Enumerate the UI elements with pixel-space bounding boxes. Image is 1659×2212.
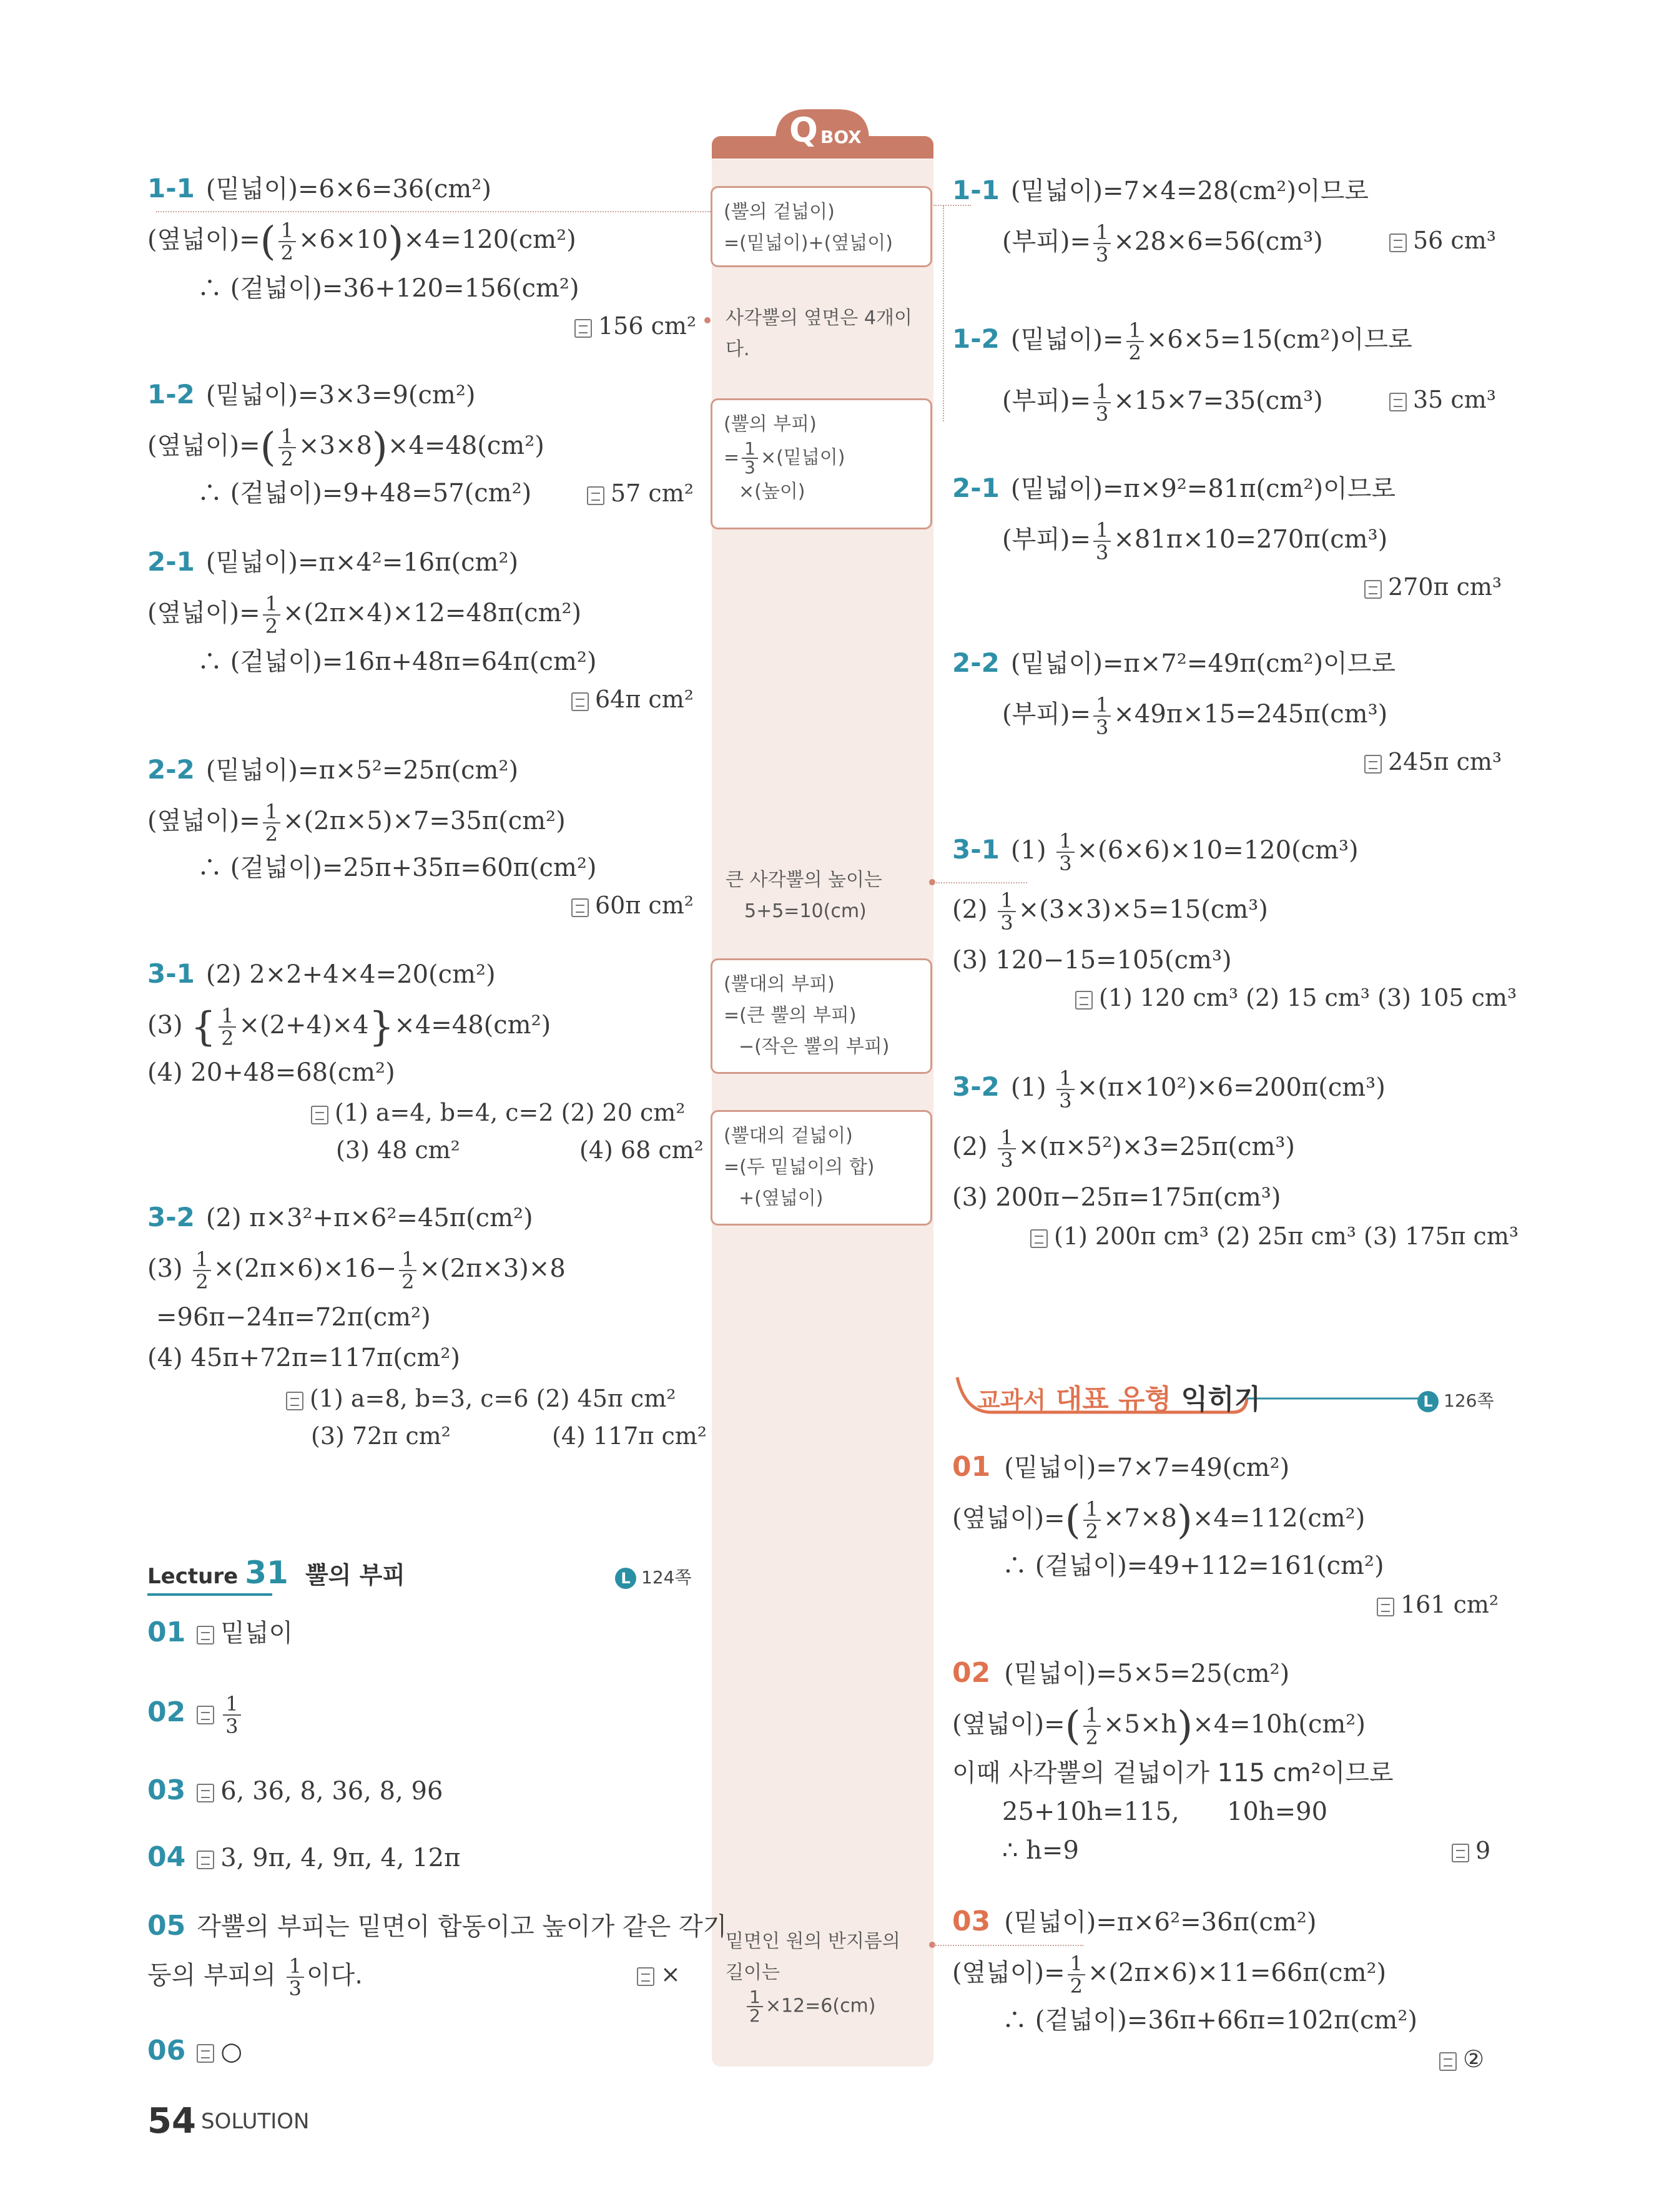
- qbox-note-radius: [726, 1926, 900, 2025]
- item-number: 05: [147, 1910, 186, 1942]
- solution-r2-2-line: [952, 644, 1396, 682]
- frac-den: 2: [749, 2005, 761, 2026]
- frac-den: 3: [1059, 852, 1072, 875]
- math-text: (부피)=: [1002, 700, 1091, 729]
- qbox-frustum-volume: [711, 958, 932, 1074]
- answer-icon: [571, 898, 589, 917]
- item-text: 둥의 부피의: [147, 1961, 276, 1990]
- math-text: (밑넓이)=π×7²=49π(cm²)이므로: [1010, 649, 1396, 678]
- math-text: (옆넓이)=: [952, 1959, 1065, 1987]
- math-text: (1): [1010, 1073, 1046, 1102]
- solution-r1-2-line: [1002, 381, 1323, 425]
- answer-icon: [1439, 2052, 1457, 2071]
- answer-text: (1) 200π cm³ (2) 25π cm³ (3) 175π cm³: [1054, 1222, 1519, 1250]
- qbox-q-letter: Q: [789, 111, 818, 150]
- math-text: (2) 2×2+4×4=20(cm²): [205, 960, 496, 989]
- math-text: ∴ (겉넓이)=16π+48π=64π(cm²): [197, 647, 597, 676]
- math-text: (밑넓이)=7×4=28(cm²)이므로: [1010, 177, 1369, 205]
- problem-01-line: [952, 1448, 1289, 1487]
- frac-num: 1: [747, 1988, 763, 2007]
- qbox-text: −(작은 뿔의 부피): [739, 1036, 890, 1058]
- answer-1-1: [574, 307, 696, 345]
- answer-text: 156 cm²: [598, 312, 697, 340]
- frac-den: 3: [1096, 715, 1109, 739]
- frac-num: 1: [278, 426, 296, 448]
- frac-num: 1: [998, 890, 1015, 912]
- item-number: 04: [147, 1841, 186, 1873]
- connector: [156, 211, 711, 212]
- math-text: ×3×8: [298, 431, 372, 460]
- math-text: (밑넓이)=: [1010, 325, 1124, 354]
- frac-num: 1: [1056, 1068, 1074, 1090]
- math-text: ∴ (겉넓이)=49+112=161(cm²): [1002, 1551, 1384, 1580]
- frac-den: 2: [221, 1026, 234, 1050]
- math-text: (4) 45π+72π=117π(cm²): [147, 1344, 460, 1372]
- frac-num: 1: [1056, 830, 1074, 853]
- solution-r1-2-line: [952, 320, 1412, 363]
- answer-icon: [197, 1626, 214, 1644]
- math-text: ×4=120(cm²): [403, 225, 576, 254]
- math-text: 25+10h=115, 10h=90: [1002, 1797, 1328, 1826]
- qbox-text: (뿔대의 겉넓이): [724, 1125, 853, 1147]
- math-text: ×(2π×6)×16−: [213, 1254, 397, 1283]
- answer-r1-2: [1389, 381, 1496, 418]
- item-number: 02: [147, 1696, 186, 1728]
- answer-text: 64π cm²: [595, 686, 694, 713]
- lecture-icon: L: [615, 1568, 636, 1589]
- frac-num: 1: [399, 1249, 416, 1271]
- qbox-text: ×(밑넓이): [760, 446, 845, 469]
- math-text: ×(π×5²)×3=25π(cm³): [1018, 1133, 1296, 1161]
- math-text: ×(2π×6)×11=66π(cm²): [1088, 1959, 1387, 1987]
- math-text: ×49π×15=245π(cm³): [1113, 700, 1388, 729]
- answer-text: 밑넓이: [220, 1619, 293, 1648]
- lecture-item-02: [147, 1693, 244, 1737]
- solution-r2-2-line: [1002, 694, 1387, 738]
- problem-03-line: [952, 1953, 1386, 1997]
- lecture-item-05: [147, 1907, 727, 1945]
- answer-icon: [1364, 755, 1382, 774]
- qbox-note-height: [726, 865, 882, 927]
- frac-den: 3: [1096, 243, 1109, 267]
- qbox-surface-formula: [711, 186, 932, 267]
- answer-icon: [197, 2044, 214, 2063]
- frac-num: 1: [219, 1005, 236, 1028]
- qbox-text: 큰 사각뿔의 높이는: [726, 869, 882, 891]
- math-text: ×(3×3)×5=15(cm³): [1018, 895, 1268, 924]
- answer-icon: [1389, 393, 1407, 411]
- problem-label: 1-2: [952, 323, 1000, 354]
- solution-1-1-line: [147, 170, 491, 208]
- answer-text: 245π cm³: [1388, 748, 1502, 775]
- solution-2-2-line: [147, 751, 518, 789]
- math-text: (옆넓이)=: [147, 599, 260, 627]
- math-text: (밑넓이)=π×4²=16π(cm²): [205, 548, 519, 577]
- math-text: (3) 120−15=105(cm³): [952, 946, 1232, 975]
- frac-den: 2: [401, 1270, 415, 1294]
- qbox-text: 5+5=10(cm): [744, 900, 867, 922]
- answer-icon: [197, 1851, 214, 1869]
- answer-icon: [1030, 1229, 1048, 1248]
- qbox-text: =(큰 뿔의 부피): [724, 1005, 857, 1026]
- lecture-title: 뿔의 부피: [305, 1561, 406, 1589]
- lecture-item-06: [147, 2032, 242, 2070]
- math-text: (밑넓이)=π×9²=81π(cm²)이므로: [1010, 474, 1396, 503]
- answer-r2-1: [1364, 568, 1502, 606]
- answer-icon: [574, 319, 592, 338]
- qbox-text: +(옆넓이): [739, 1187, 824, 1209]
- item-number: 01: [147, 1616, 186, 1648]
- page-number: 54: [147, 2101, 196, 2141]
- math-text: ×6×5=15(cm²)이므로: [1146, 325, 1412, 354]
- answer-text: 57 cm²: [611, 479, 694, 507]
- answer-icon: [571, 692, 589, 711]
- solution-2-2-line: [147, 801, 566, 845]
- frac-num: 1: [223, 1693, 240, 1716]
- answer-text: ×: [661, 1960, 681, 1988]
- problem-label: 1-1: [147, 173, 195, 204]
- math-text: ×4=112(cm²): [1192, 1504, 1366, 1533]
- frac-den: 2: [1070, 1974, 1083, 1998]
- math-text: ×4=10h(cm²): [1193, 1710, 1366, 1739]
- frac-den: 3: [1000, 911, 1013, 935]
- qbox-text: ×(높이): [739, 481, 805, 503]
- qbox-text: =(밑넓이)+(옆넓이): [724, 232, 893, 254]
- lecture-header: [147, 1555, 405, 1591]
- problem-number: 03: [952, 1905, 991, 1937]
- answer-text: (4) 117π cm²: [552, 1422, 707, 1450]
- math-text: (옆넓이)=: [952, 1504, 1065, 1533]
- frac-den: 3: [225, 1714, 239, 1738]
- solution-r3-1-line: [952, 890, 1268, 933]
- answer-05: [637, 1955, 681, 1993]
- solution-1-2-line: [147, 376, 476, 414]
- qbox-text: 밑면인 원의 반지름의: [726, 1930, 900, 1952]
- frac-den: 2: [1085, 1726, 1098, 1749]
- answer-p02: [1452, 1832, 1490, 1869]
- frac-num: 1: [263, 593, 280, 616]
- answer-text: 3, 9π, 4, 9π, 4, 12π: [220, 1844, 461, 1872]
- solution-3-2-line: [147, 1199, 533, 1237]
- math-text: (밑넓이)=π×5²=25π(cm²): [205, 756, 519, 785]
- item-number: 06: [147, 2035, 186, 2067]
- frac-num: 1: [1093, 519, 1111, 542]
- math-text: (3): [147, 1254, 183, 1283]
- qbox-text: ×12=6(cm): [765, 1995, 876, 2017]
- section-page-ref: [1417, 1387, 1494, 1412]
- answer-text: 270π cm³: [1388, 573, 1502, 601]
- solution-r3-2-line: [952, 1127, 1295, 1171]
- lecture-page-ref: [615, 1564, 692, 1589]
- math-text: ×15×7=35(cm³): [1113, 386, 1323, 415]
- item-number: 03: [147, 1774, 186, 1806]
- answer-text: ○: [220, 2037, 243, 2066]
- math-text: (1): [1010, 836, 1046, 865]
- frac-den: 3: [1096, 402, 1109, 426]
- frac-den: 3: [1000, 1148, 1013, 1172]
- math-text: (부피)=: [1002, 227, 1091, 256]
- solution-2-1-line: [147, 593, 581, 637]
- qbox-text: 다.: [726, 338, 750, 360]
- answer-text: 9: [1475, 1837, 1491, 1864]
- answer-icon: [1364, 580, 1382, 599]
- frac-den: 2: [280, 447, 293, 471]
- math-text: (4) 20+48=68(cm²): [147, 1058, 395, 1087]
- problem-label: 2-2: [952, 647, 1000, 678]
- connector: [933, 882, 1027, 883]
- math-text: ×5×h: [1103, 1710, 1178, 1739]
- problem-number: 01: [952, 1451, 991, 1483]
- math-text: ×81π×10=270π(cm³): [1113, 525, 1388, 554]
- math-text: (옆넓이)=: [952, 1710, 1065, 1739]
- math-text: (밑넓이)=6×6=36(cm²): [205, 175, 491, 204]
- frac-den: 3: [1096, 541, 1109, 564]
- frac-num: 1: [998, 1127, 1015, 1149]
- section-header: [977, 1377, 1261, 1417]
- math-text: ×7×8: [1103, 1504, 1177, 1533]
- answer-text: (1) a=8, b=3, c=6 (2) 45π cm²: [310, 1385, 676, 1412]
- problem-01-line: (옆넓이)=( $\frac{1}{2}$ ×7×8)×4=112(cm²): [952, 1497, 1366, 1543]
- page-ref-text: 126쪽: [1444, 1390, 1494, 1411]
- answer-3-2: [286, 1380, 676, 1417]
- math-text: ×(π×10²)×6=200π(cm³): [1076, 1073, 1386, 1102]
- qbox-frustum-surface: [711, 1110, 932, 1226]
- qbox-note-lateral-faces: [726, 303, 912, 365]
- solution-3-1-line: (3) { $\frac{1}{2}$ ×(2+4)×4}×4=48(cm²): [147, 1004, 551, 1050]
- qbox-text: (뿔의 겉넓이): [724, 201, 835, 223]
- frac-den: 3: [288, 1977, 302, 2000]
- solution-r3-1-line: [952, 830, 1359, 874]
- solution-1-1-line: (옆넓이)=( $\frac{1}{2}$ ×6×10)×4=120(cm²): [147, 219, 576, 265]
- frac-num: 1: [1083, 1704, 1101, 1727]
- problem-label: 3-2: [147, 1202, 195, 1232]
- math-text: ∴ (겉넓이)=25π+35π=60π(cm²): [197, 853, 597, 882]
- math-text: ×4=48(cm²): [387, 431, 544, 460]
- lecture-number: 31: [245, 1555, 288, 1591]
- answer-3-1: [311, 1094, 686, 1131]
- problem-label: 2-1: [147, 546, 195, 577]
- frac-num: 1: [1068, 1953, 1085, 1975]
- answer-icon: [587, 486, 604, 505]
- qbox-text: 길이는: [726, 1962, 780, 1983]
- lecture-word: Lecture: [147, 1564, 239, 1589]
- frac-den: 3: [744, 457, 756, 478]
- answer-2-1: [571, 681, 694, 718]
- problem-label: 1-1: [952, 175, 1000, 205]
- math-text: (3): [147, 1011, 183, 1040]
- math-text: (옆넓이)=: [147, 225, 260, 254]
- answer-text: (1) a=4, b=4, c=2 (2) 20 cm²: [335, 1099, 686, 1126]
- answer-r3-2: [1030, 1217, 1519, 1255]
- problem-label: 1-2: [147, 379, 195, 410]
- frac-num: 1: [263, 801, 280, 823]
- answer-p03: [1439, 2040, 1484, 2078]
- frac-num: 1: [742, 440, 758, 459]
- problem-label: 2-1: [952, 473, 1000, 503]
- frac-den: 3: [1059, 1089, 1072, 1113]
- math-text: ×6×10: [298, 225, 388, 254]
- problem-02-line: (옆넓이)=( $\frac{1}{2}$ ×5×h)×4=10h(cm²): [952, 1703, 1366, 1749]
- solution-3-2-line: [147, 1249, 566, 1292]
- math-text: (밑넓이)=5×5=25(cm²): [1004, 1659, 1290, 1688]
- frac-num: 1: [1093, 222, 1111, 244]
- lecture-underline: [147, 1593, 272, 1596]
- qbox-text: 사각뿔의 옆면은 4개이: [726, 307, 912, 329]
- answer-icon: [286, 1392, 303, 1410]
- math-text: ×28×6=56(cm³): [1113, 227, 1323, 256]
- math-text: ∴ h=9: [1002, 1836, 1079, 1865]
- solution-r3-2-line: [952, 1068, 1386, 1111]
- qbox-text: = $\frac{1}{3}$ ×(밑넓이): [724, 438, 845, 478]
- qbox-text: (뿔의 부피): [724, 413, 817, 435]
- problem-number: 02: [952, 1657, 991, 1689]
- math-text: ×(6×6)×10=120(cm³): [1076, 836, 1359, 865]
- solution-r2-1-line: [952, 469, 1396, 508]
- answer-icon: [197, 1706, 214, 1724]
- math-text: (2): [952, 895, 988, 924]
- qbox-text: =(두 밑넓이의 합): [724, 1156, 875, 1178]
- qbox-box-label: BOX: [820, 127, 862, 147]
- qbox-volume-formula: [711, 398, 932, 529]
- frac-num: 1: [1083, 1498, 1101, 1521]
- math-text: ∴ (겉넓이)=36+120=156(cm²): [197, 274, 579, 303]
- math-text: ×(2π×4)×12=48π(cm²): [283, 599, 582, 627]
- lecture-item-03: [147, 1772, 443, 1810]
- answer-r1-1: [1389, 222, 1496, 259]
- answer-text: 6, 36, 8, 36, 8, 96: [220, 1777, 443, 1806]
- answer-text: 161 cm²: [1401, 1591, 1499, 1618]
- math-text: ∴ (겉넓이)=9+48=57(cm²): [197, 479, 532, 508]
- item-text: 이다.: [307, 1961, 363, 1990]
- math-text: 이때 사각뿔의 겉넓이가 115 cm²이므로: [952, 1759, 1394, 1787]
- answer-icon: [311, 1106, 328, 1124]
- math-text: (옆넓이)=: [147, 807, 260, 835]
- problem-label: 3-2: [952, 1071, 1000, 1102]
- answer-text: (4) 68 cm²: [579, 1136, 704, 1164]
- lecture-item-04: [147, 1839, 460, 1877]
- frac-num: 1: [193, 1249, 210, 1271]
- page-footer-label: SOLUTION: [201, 2109, 310, 2134]
- answer-icon: [1452, 1844, 1469, 1862]
- answer-r2-2: [1364, 743, 1502, 780]
- answer-icon: [1075, 991, 1093, 1010]
- solution-1-2-line: (옆넓이)=( $\frac{1}{2}$ ×3×8)×4=48(cm²): [147, 425, 544, 471]
- answer-text: (3) 48 cm²: [336, 1136, 460, 1164]
- answer-text: 56 cm³: [1413, 227, 1496, 254]
- answer-2-2: [571, 887, 694, 924]
- solution-3-1-line: [147, 955, 496, 993]
- answer-1-2: [587, 474, 694, 512]
- answer-r3-1: [1075, 979, 1517, 1016]
- answer-icon: [197, 1784, 214, 1802]
- solution-r1-1-line: [952, 172, 1369, 210]
- answer-icon: [1377, 1598, 1394, 1616]
- solution-r1-1-line: [1002, 222, 1323, 265]
- section-title-part: 교과서: [977, 1387, 1046, 1414]
- qbox-badge: [769, 103, 875, 153]
- math-text: ×4=48(cm²): [394, 1011, 551, 1040]
- answer-text: (3) 72π cm²: [311, 1422, 451, 1450]
- connector: [943, 206, 944, 421]
- connector: [933, 1945, 1083, 1946]
- math-text: (밑넓이)=7×7=49(cm²): [1004, 1453, 1290, 1482]
- frac-den: 2: [280, 241, 293, 265]
- page-ref-text: 124쪽: [641, 1567, 692, 1588]
- section-title-part: 대표 유형: [1055, 1384, 1172, 1415]
- lecture-item-01: [147, 1614, 293, 1652]
- answer-text: ②: [1463, 2045, 1485, 2073]
- problem-03-line: [952, 1903, 1316, 1941]
- problem-label: 3-1: [952, 834, 1000, 865]
- problem-02-line: [952, 1654, 1289, 1693]
- math-text: (3) 200π−25π=175π(cm³): [952, 1183, 1281, 1212]
- lecture-item-05-cont: [147, 1955, 363, 1999]
- frac-den: 2: [265, 614, 278, 638]
- frac-den: 2: [1085, 1520, 1098, 1543]
- math-text: (2): [952, 1133, 988, 1161]
- qbox-text: (뿔대의 부피): [724, 973, 835, 995]
- frac-den: 2: [265, 822, 278, 846]
- math-text: (부피)=: [1002, 525, 1091, 554]
- problem-label: 2-2: [147, 754, 195, 785]
- solution-r2-1-line: [1002, 519, 1387, 563]
- item-text: 각뿔의 부피는 밑면이 합동이고 높이가 같은 각기: [197, 1912, 727, 1941]
- math-text: ∴ (겉넓이)=36π+66π=102π(cm²): [1002, 2006, 1417, 2035]
- answer-icon: [637, 1967, 654, 1986]
- math-text: (부피)=: [1002, 386, 1091, 415]
- math-text: ×(2π×5)×7=35π(cm²): [283, 807, 566, 835]
- math-text: ×(2π×3)×8: [419, 1254, 566, 1283]
- frac-num: 1: [278, 220, 296, 242]
- frac-num: 1: [287, 1955, 304, 1978]
- lecture-icon: L: [1417, 1391, 1439, 1412]
- frac-num: 1: [1093, 694, 1111, 717]
- frac-den: 2: [195, 1270, 209, 1294]
- math-text: (옆넓이)=: [147, 431, 260, 460]
- math-text: (2) π×3²+π×6²=45π(cm²): [205, 1204, 533, 1232]
- answer-text: 35 cm³: [1413, 386, 1496, 413]
- frac-num: 1: [1093, 381, 1111, 403]
- answer-p01: [1377, 1586, 1499, 1623]
- problem-label: 3-1: [147, 958, 195, 989]
- frac-num: 1: [1126, 320, 1144, 342]
- math-text: ×(2+4)×4: [239, 1011, 369, 1040]
- note-dot: [704, 317, 711, 323]
- answer-icon: [1389, 233, 1407, 252]
- solution-2-1-line: [147, 543, 518, 581]
- math-text: (밑넓이)=3×3=9(cm²): [205, 381, 476, 410]
- math-text: =96π−24π=72π(cm²): [156, 1303, 431, 1332]
- answer-text: 60π cm²: [595, 892, 694, 919]
- math-text: (밑넓이)=π×6²=36π(cm²): [1004, 1908, 1317, 1937]
- section-title-part: 익히기: [1181, 1384, 1261, 1415]
- answer-text: (1) 120 cm³ (2) 15 cm³ (3) 105 cm³: [1099, 984, 1517, 1011]
- frac-den: 2: [1128, 341, 1141, 365]
